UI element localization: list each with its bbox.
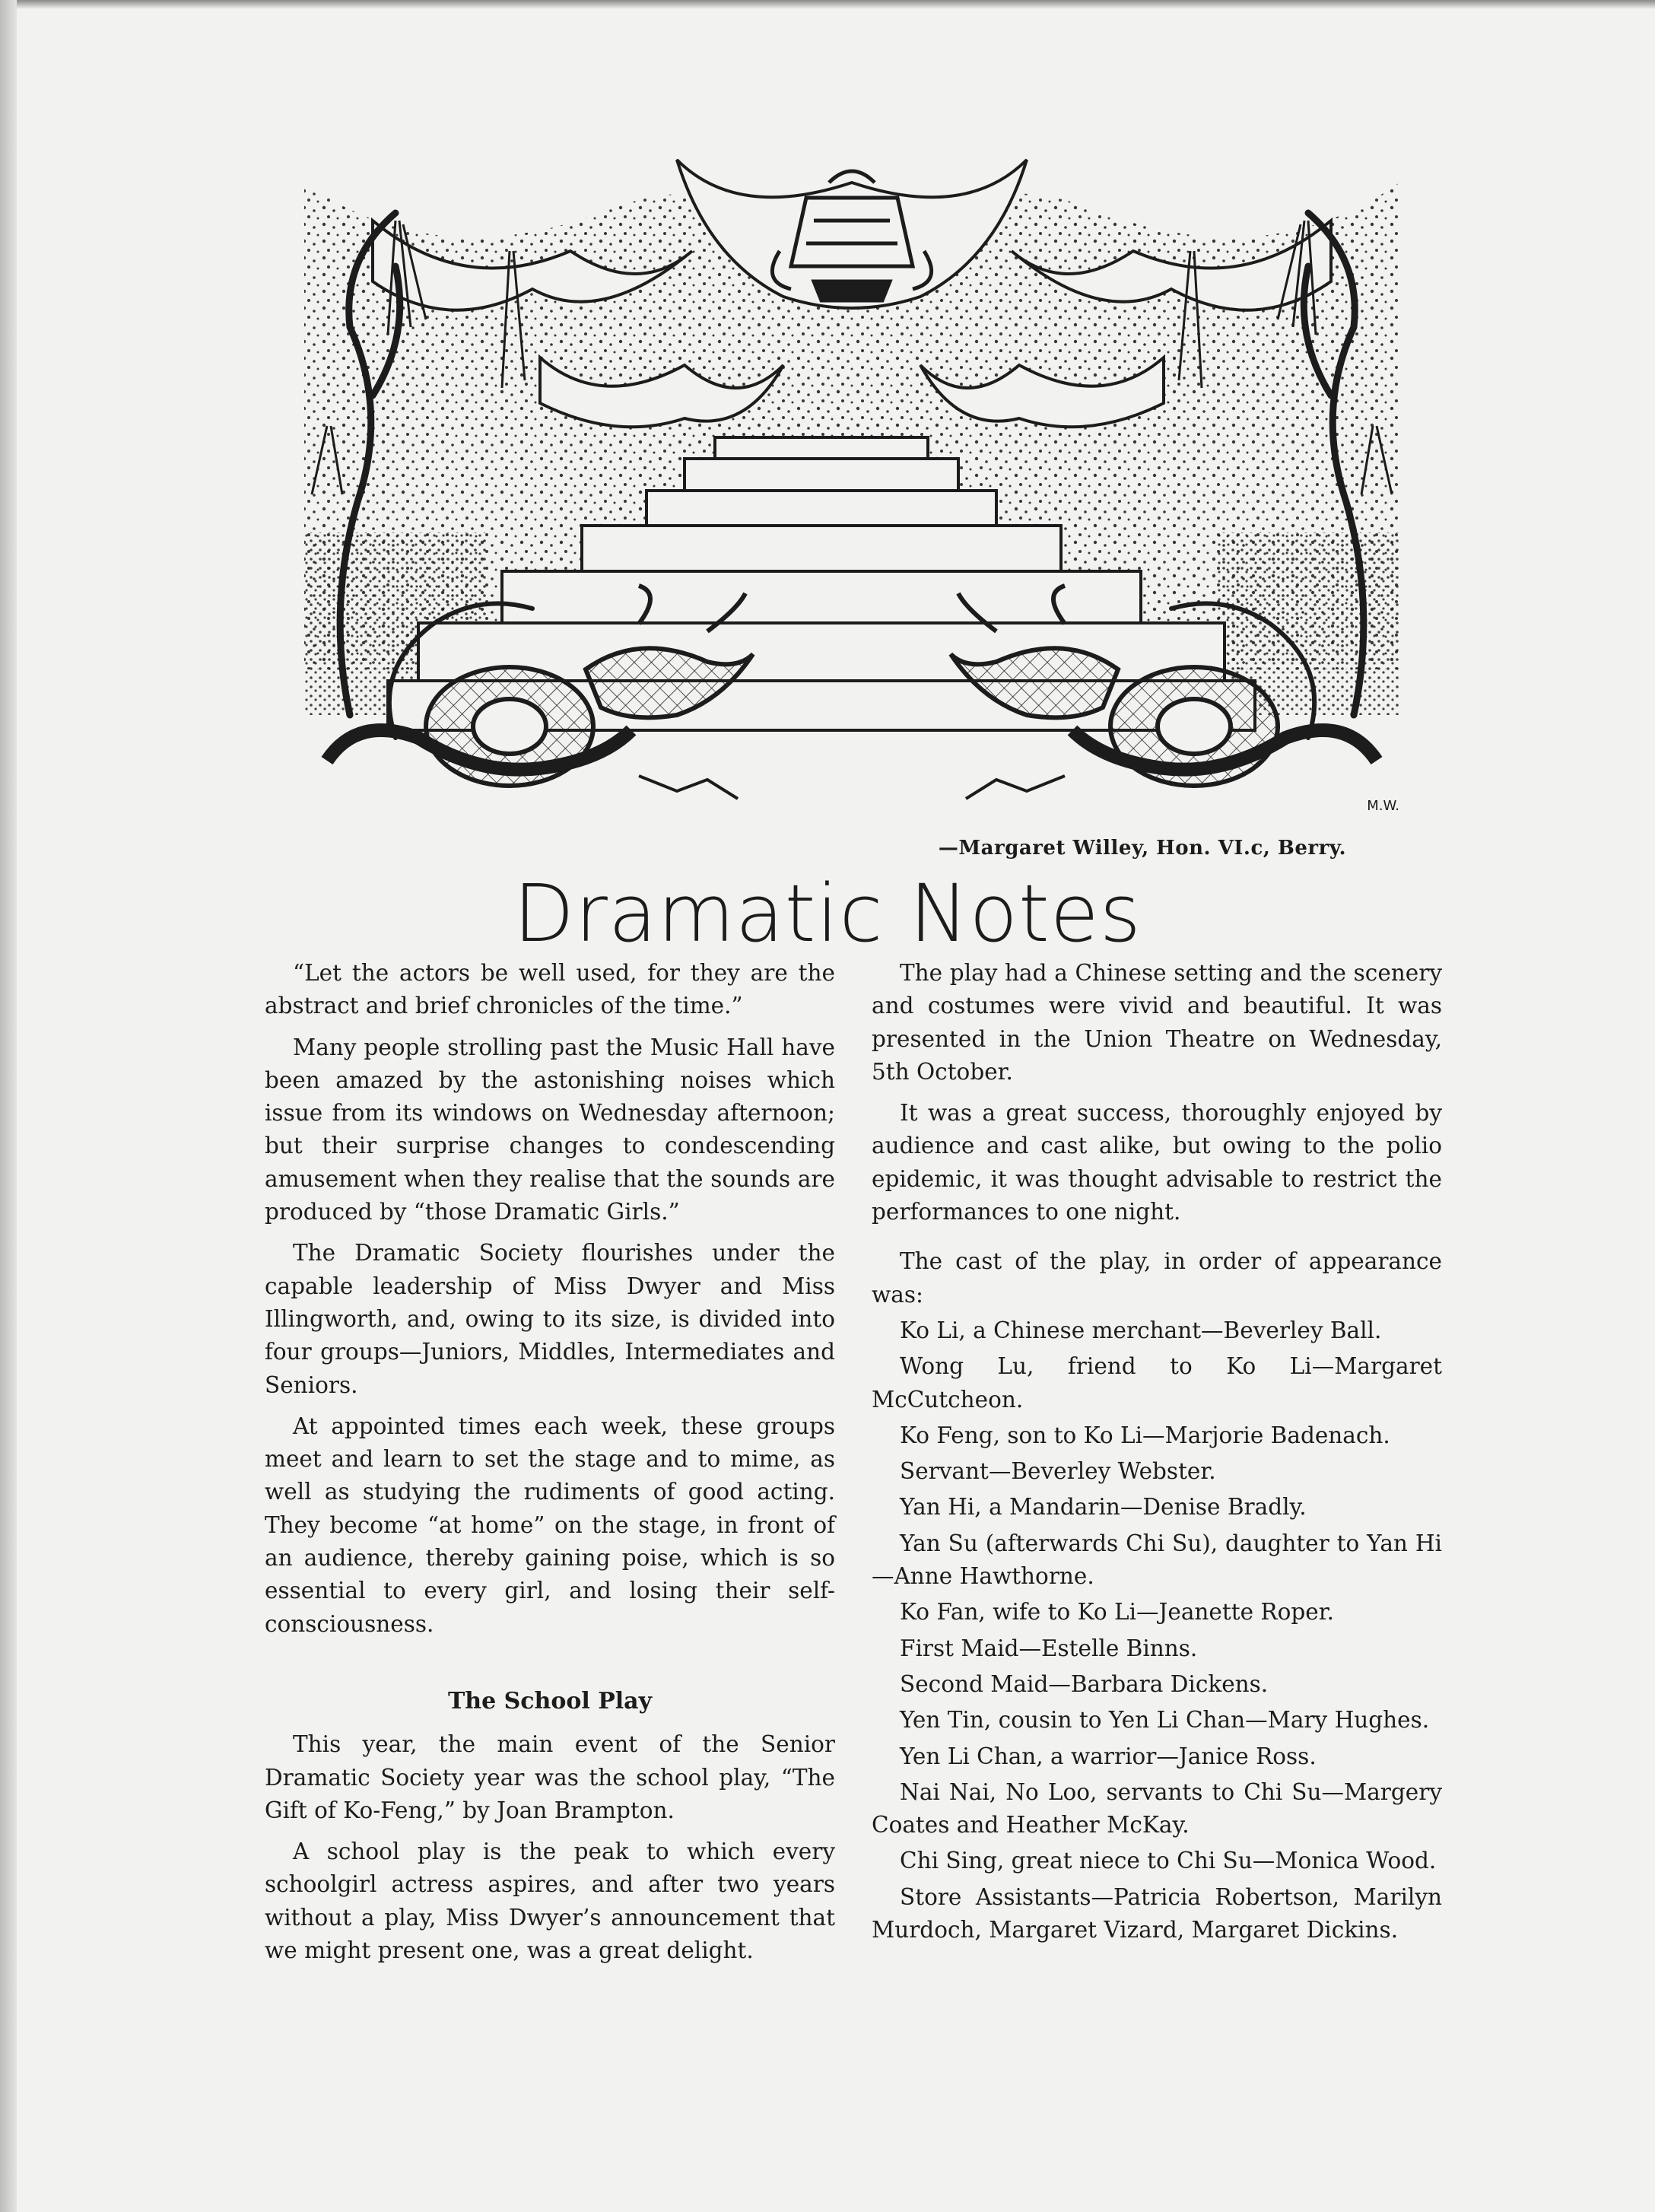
page-left-edge [0, 0, 17, 2212]
body-paragraph: It was a great success, thoroughly enjoyed by audience and cast alike, but owing to the polio epidemic, it was thought advisable to restrict the performances to one night. [872, 1100, 1442, 1225]
epigraph-paragraph: “Let the actors be well used, for they are the abstract and brief chronicles of the time.” [265, 960, 835, 1019]
chinese-stage-illustration [281, 137, 1422, 825]
cast-list-item: First Maid—Estelle Binns. [900, 1635, 1198, 1661]
body-paragraph: A school play is the peak to which every schoolgirl actress aspires, and after two years without a play, Miss Dwyer’s announcement that we might present one, was a great delight. [265, 1839, 835, 1964]
body-paragraph: The Dramatic Society flourishes under the capable leadership of Miss Dwyer and Miss Illingworth, and, owing to its size, is divided into four groups—Juniors, Middles, Intermediates and Seniors. [265, 1240, 835, 1398]
body-paragraph: At appointed times each week, these groups meet and learn to set the stage and to mime, as well as studying the rudiments of good acting. They become “at home” on the stage, in front of an audience, thereby gaining poise, which is so essential to every girl, and losing their self-consciousness. [265, 1413, 835, 1637]
cast-list-item: Yen Tin, cousin to Yen Li Chan—Mary Hughes. [900, 1707, 1430, 1734]
cast-list-item: Store Assistants—Patricia Robertson, Marilyn Murdoch, Margaret Vizard, Margaret Dickins. [872, 1883, 1442, 1943]
illustration-signature: M.W. [1367, 798, 1399, 814]
cast-list-item: Yan Su (afterwards Chi Su), daughter to Yan Hi—Anne Hawthorne. [872, 1530, 1442, 1590]
cast-list-item: Yen Li Chan, a warrior—Janice Ross. [900, 1743, 1317, 1769]
cast-list-item: Yan Hi, a Mandarin—Denise Bradly. [900, 1494, 1307, 1521]
right-column [872, 957, 1442, 1947]
section-subheading: The School Play [447, 1687, 653, 1715]
left-column [265, 957, 835, 1967]
body-paragraph: This year, the main event of the Senior Dramatic Society year was the school play, “The Gift of Ko-Feng,” by Joan Brampton. [265, 1731, 835, 1823]
page-title: Dramatic Notes [513, 867, 1142, 960]
body-paragraph: Many people strolling past the Music Hall have been amazed by the astonishing noises which issue from its windows on Wednesday afternoon; but their surprise changes to condescending amusement when they realise that the sounds are produced by “those Dramatic Girls.” [265, 1034, 835, 1225]
cast-list-item: Nai Nai, No Loo, servants to Chi Su—Margery Coates and Heather McKay. [872, 1778, 1442, 1839]
page-top-edge [0, 0, 1655, 9]
cast-list-item: Wong Lu, friend to Ko Li—Margaret McCutcheon. [872, 1353, 1442, 1413]
body-paragraph: The play had a Chinese setting and the scenery and costumes were vivid and beautiful. It was presented in the Union Theatre on Wednesday, 5th October. [872, 960, 1442, 1085]
cast-list-item: Ko Feng, son to Ko Li—Marjorie Badenach. [900, 1422, 1390, 1448]
cast-list-item: Ko Li, a Chinese merchant—Beverley Ball. [900, 1317, 1382, 1343]
illustration-credit: —Margaret Willey, Hon. VI.c, Berry. [938, 837, 1346, 860]
cast-list-item: Second Maid—Barbara Dickens. [900, 1670, 1269, 1697]
cast-list-item: Chi Sing, great niece to Chi Su—Monica Wood. [900, 1848, 1437, 1874]
cast-list-item: Servant—Beverley Webster. [900, 1458, 1216, 1485]
body-paragraph: The cast of the play, in order of appearance was: [872, 1248, 1442, 1308]
cast-list-item: Ko Fan, wife to Ko Li—Jeanette Roper. [900, 1599, 1334, 1626]
